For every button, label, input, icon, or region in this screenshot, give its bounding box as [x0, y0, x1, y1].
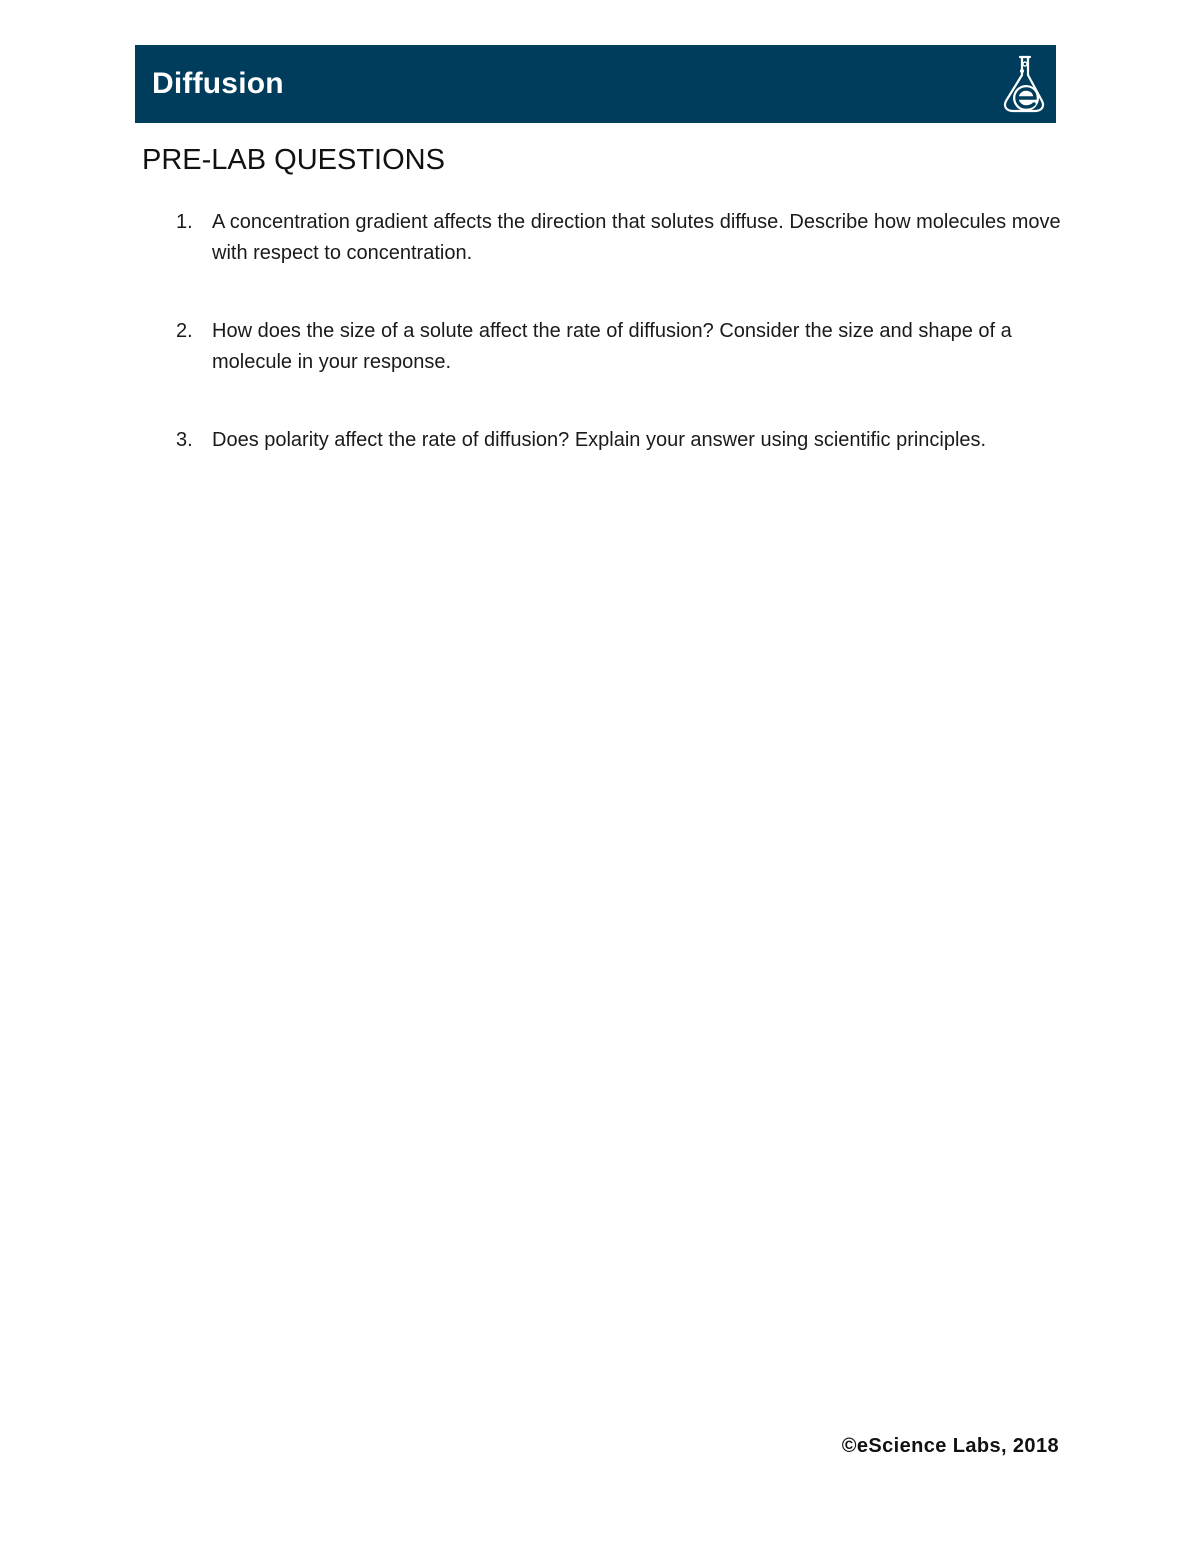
question-item: [176, 425, 1066, 456]
question-number: 2.: [176, 320, 193, 342]
question-text: A concentration gradient affects the direction that solutes diffuse. Describe how molecules move with respect to concentration.: [212, 211, 1061, 264]
question-item: [176, 316, 1066, 378]
section-heading: PRE-LAB QUESTIONS: [142, 144, 445, 176]
question-list: [176, 207, 1066, 456]
question-item: [176, 207, 1066, 269]
question-number: 3.: [176, 429, 193, 451]
question-number: 1.: [176, 211, 193, 233]
flask-e-logo-icon: [1000, 53, 1048, 115]
header-band: [135, 45, 1056, 123]
copyright-footer: ©eScience Labs, 2018: [841, 1435, 1059, 1457]
document-title: Diffusion: [152, 67, 284, 100]
question-text: Does polarity affect the rate of diffusion? Explain your answer using scientific principles.: [212, 429, 987, 451]
question-text: How does the size of a solute affect the rate of diffusion? Consider the size and shape of a molecule in your response.: [212, 320, 1012, 373]
